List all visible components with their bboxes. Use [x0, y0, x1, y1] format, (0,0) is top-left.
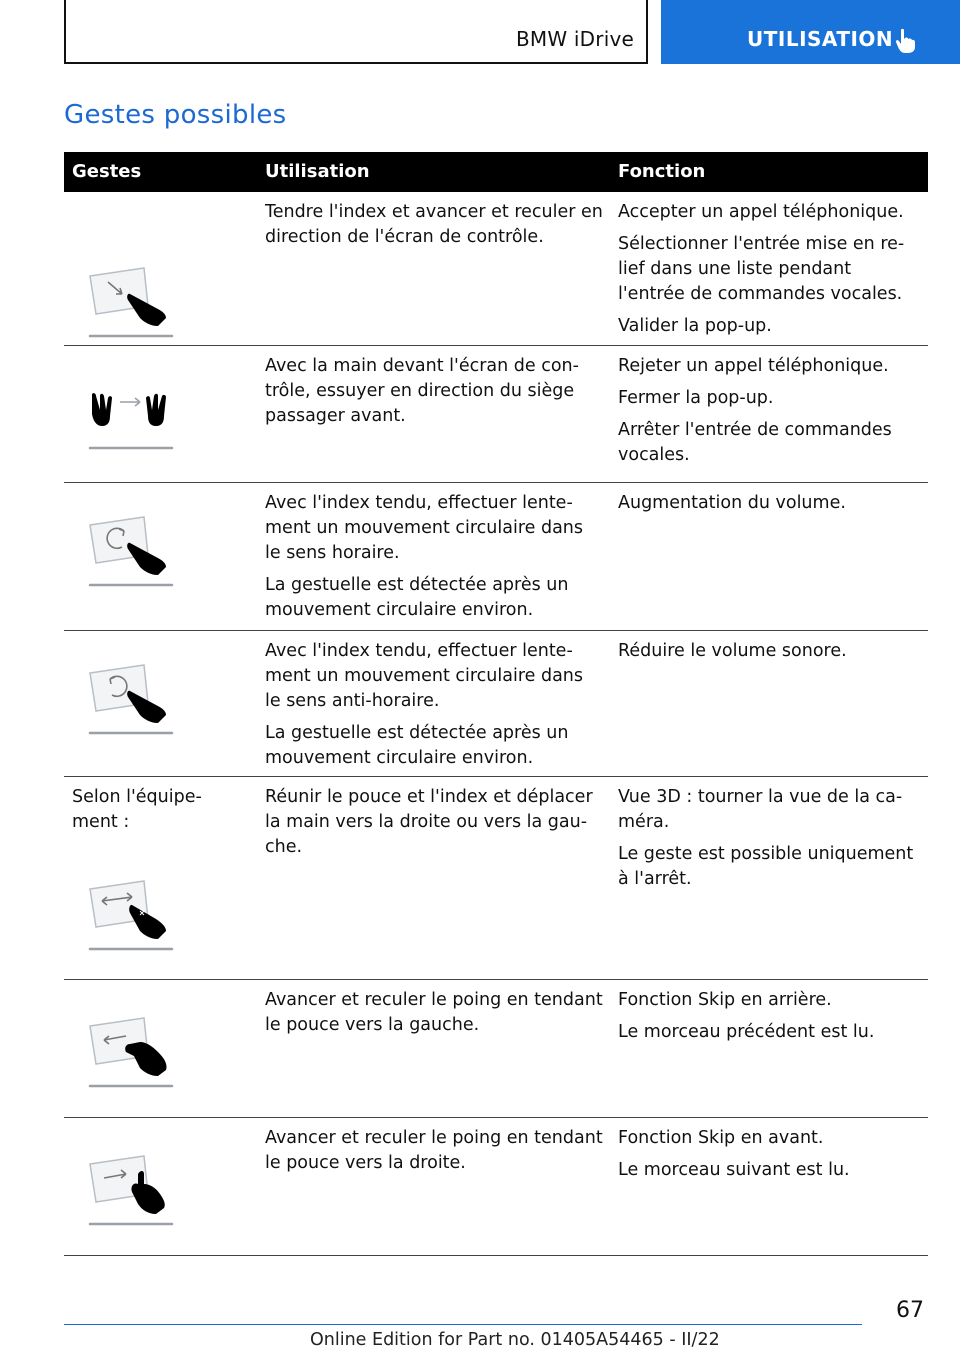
- function-cell: [610, 346, 928, 482]
- usage-text: La gestuelle est détectée après un mouvement circulaire environ.: [265, 723, 569, 768]
- header-chapter-tab: [661, 0, 960, 64]
- table-row: [64, 980, 928, 1118]
- function-text: Réduire le volume sonore.: [618, 641, 847, 661]
- footer-edition: Online Edition for Part no. 01405A54465 - II/22: [310, 1330, 720, 1350]
- table-row: [64, 192, 928, 346]
- table-row: [64, 1118, 928, 1256]
- function-text: Sélectionner l'entrée mise en re-lief dans une liste pendant l'entrée de commandes vocales.: [618, 234, 905, 304]
- function-cell: [610, 777, 928, 979]
- function-text: Accepter un appel téléphonique.: [618, 202, 904, 222]
- gesture-note: Selon l'équipe-ment :: [72, 787, 202, 832]
- gesture-cell: [64, 346, 257, 482]
- usage-text: Avec l'index tendu, effectuer lente-ment un mouvement circulaire dans le sens anti-horaire.: [265, 641, 584, 711]
- function-text: Le geste est possible uniquement à l'arrêt.: [618, 844, 914, 889]
- usage-cell: [257, 631, 610, 776]
- usage-cell: [257, 192, 610, 345]
- gestures-table: [64, 152, 928, 1256]
- function-text: Fermer la pop-up.: [618, 388, 774, 408]
- function-cell: [610, 980, 928, 1117]
- function-cell: [610, 192, 928, 345]
- header-chapter-label: UTILISATION: [747, 27, 894, 51]
- gesture-cell: [64, 631, 257, 776]
- gesture-thumb-left-icon: [86, 1014, 176, 1094]
- usage-cell: [257, 980, 610, 1117]
- usage-text: Avec la main devant l'écran de con-trôle, essuyer en direction du siège passager avant.: [265, 356, 579, 426]
- footer-divider: [64, 1324, 862, 1325]
- function-text: Fonction Skip en arrière.: [618, 990, 832, 1010]
- page-title: Gestes possibles: [64, 100, 287, 130]
- table-row: [64, 483, 928, 631]
- hand-pointer-icon: [895, 28, 917, 54]
- header-section-box: [64, 0, 648, 64]
- column-header-function: Fonction: [618, 161, 706, 182]
- function-text: Valider la pop-up.: [618, 316, 772, 336]
- function-text: Le morceau suivant est lu.: [618, 1160, 850, 1180]
- usage-cell: [257, 777, 610, 979]
- usage-text: La gestuelle est détectée après un mouvement circulaire environ.: [265, 575, 569, 620]
- table-row: [64, 777, 928, 980]
- usage-cell: [257, 346, 610, 482]
- gesture-cell: [64, 1118, 257, 1255]
- gesture-cell: [64, 483, 257, 630]
- header-section-label: BMW iDrive: [516, 27, 634, 51]
- usage-text: Avancer et reculer le poing en tendant le pouce vers la droite.: [265, 1128, 603, 1173]
- gesture-rotate-clockwise-icon: [86, 513, 176, 593]
- gesture-rotate-counterclockwise-icon: [86, 661, 176, 741]
- function-cell: [610, 1118, 928, 1255]
- page-number: 67: [896, 1298, 924, 1323]
- usage-text: Avec l'index tendu, effectuer lente-ment un mouvement circulaire dans le sens horaire.: [265, 493, 584, 563]
- function-text: Augmentation du volume.: [618, 493, 846, 513]
- column-header-usage: Utilisation: [265, 161, 370, 182]
- function-text: Fonction Skip en avant.: [618, 1128, 824, 1148]
- function-text: Le morceau précédent est lu.: [618, 1022, 875, 1042]
- gesture-thumb-right-icon: [86, 1152, 176, 1232]
- gesture-swipe-hand-icon: [86, 386, 176, 456]
- gesture-pinch-move-icon: [86, 877, 176, 957]
- function-cell: [610, 483, 928, 630]
- gesture-cell: [64, 980, 257, 1117]
- table-row: [64, 631, 928, 777]
- function-text: Rejeter un appel téléphonique.: [618, 356, 889, 376]
- function-text: Vue 3D : tourner la vue de la ca-méra.: [618, 787, 903, 832]
- column-header-gestures: Gestes: [72, 161, 142, 182]
- gesture-cell: [64, 777, 257, 979]
- table-header: [64, 152, 928, 192]
- function-text: Arrêter l'entrée de commandes vocales.: [618, 420, 892, 465]
- table-row: [64, 346, 928, 483]
- usage-text: Réunir le pouce et l'index et déplacer la main vers la droite ou vers la gau-che.: [265, 787, 593, 857]
- gesture-cell: [64, 192, 257, 345]
- usage-text: Tendre l'index et avancer et reculer en direction de l'écran de contrôle.: [265, 202, 603, 247]
- usage-text: Avancer et reculer le poing en tendant le pouce vers la gauche.: [265, 990, 603, 1035]
- gesture-point-forward-icon: [86, 264, 176, 344]
- usage-cell: [257, 483, 610, 630]
- usage-cell: [257, 1118, 610, 1255]
- function-cell: [610, 631, 928, 776]
